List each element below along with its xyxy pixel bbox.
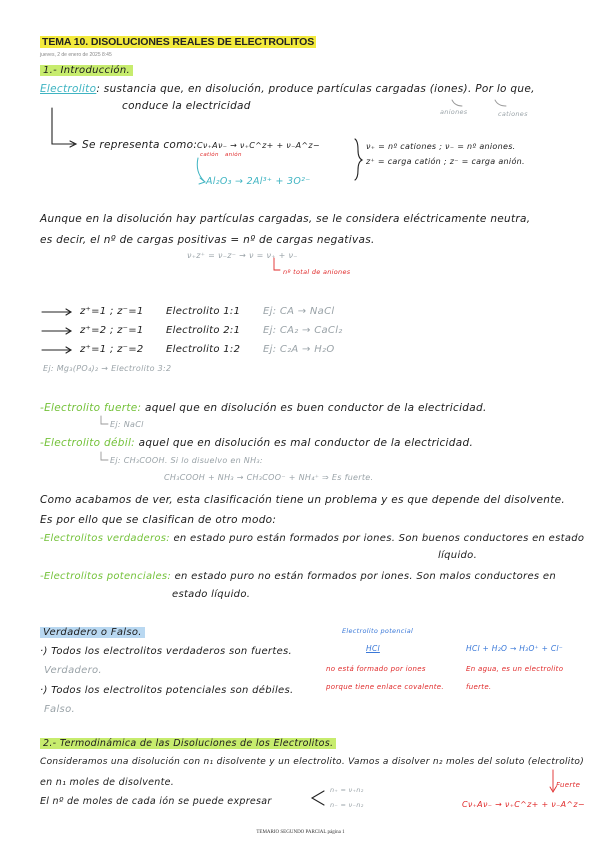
- type-1-example: Ej: CA → NaCl: [263, 306, 335, 317]
- neutral-equation: ν₊z⁺ = ν₋z⁻ → ν = ν₊ + ν₋: [187, 251, 298, 260]
- vf-question-2: ·) Todos los electrolitos potenciales son débiles.: [40, 685, 294, 696]
- def-potential-electrolytes: en estado puro no están formados por iones. Son malos conductores en: [174, 571, 556, 582]
- note-hcl-equation: HCl + H₂O → H₃O⁺ + Cl⁻: [466, 644, 564, 653]
- strong-example: Ej: NaCl: [110, 420, 144, 429]
- term-strong: -Electrolito fuerte:: [40, 402, 142, 414]
- def-weak: aquel que en disolución es mal conductor de la electricidad.: [138, 437, 474, 449]
- anion-label: anión: [225, 152, 242, 158]
- type-2-charges: z⁺=2 ; z⁻=1: [80, 325, 144, 336]
- problem-line-2: Es por ello que se clasifican de otro modo:: [40, 514, 277, 526]
- term-electrolito: Electrolito: [40, 83, 97, 95]
- s2-line-2: en n₁ moles de disolvente.: [40, 777, 175, 788]
- total-ions-note: nº total de aniones: [283, 268, 351, 276]
- type-1-label: Electrolito 1:1: [166, 306, 241, 317]
- section-1-heading: 1.- Introducción.: [40, 65, 133, 76]
- note-date: jueves, 2 de enero de 2025 8:45: [40, 52, 112, 58]
- s2-line-3: El nº de moles de cada ión se puede expresar: [40, 796, 272, 807]
- label-cationes: cationes: [498, 110, 528, 118]
- term-true-electrolytes: -Electrolitos verdaderos:: [40, 533, 170, 544]
- general-formula: Cν₊Aν₋ → ν₊C^z+ + ν₋A^z−: [197, 141, 320, 150]
- z-definition: z⁺ = carga catión ; z⁻ = carga anión.: [366, 157, 525, 166]
- neutral-line-2: es decir, el nº de cargas positivas = nº de cargas negativas.: [40, 234, 375, 246]
- page-title: TEMA 10. DISOLUCIONES REALES DE ELECTROLITOS: [42, 36, 315, 48]
- weak-example: Ej: CH₃COOH. Si lo disuelvo en NH₃:: [110, 456, 263, 465]
- note-red-4: fuerte.: [466, 683, 492, 691]
- note-hcl: HCl: [366, 644, 380, 653]
- def-electrolito-2: conduce la electricidad: [122, 100, 251, 112]
- note-potential-title: Electrolito potencial: [342, 627, 414, 635]
- label-aniones: aniones: [440, 108, 468, 116]
- def-true-electrolytes-2: líquido.: [438, 550, 478, 561]
- n-plus: n₊ = ν₊n₂: [330, 786, 364, 794]
- term-weak: -Electrolito débil:: [40, 437, 136, 449]
- vf-question-1: ·) Todos los electrolitos verdaderos son fuertes.: [40, 646, 293, 657]
- note-red-3: En agua, es un electrolito: [466, 665, 564, 673]
- weak-example-reaction: CH₃COOH + NH₃ → CH₃COO⁻ + NH₄⁺ ⇒ Es fuerte.: [164, 473, 374, 482]
- type-2-label: Electrolito 2:1: [166, 325, 241, 336]
- vf-heading: Verdadero o Falso.: [40, 627, 145, 638]
- type-1-charges: z⁺=1 ; z⁻=1: [80, 306, 144, 317]
- problem-line-1: Como acabamos de ver, esta clasificación tiene un problema y es que depende del disolvente.: [40, 494, 566, 506]
- s2-line-1: Consideramos una disolución con n₁ disolvente y un electrolito. Vamos a disolver n₂ moles del soluto (electrolito): [40, 757, 585, 767]
- page-footer: TEMARIO SEGUNDO PARCIAL página 1: [256, 830, 345, 835]
- vf-answer-1: Verdadero.: [44, 665, 102, 676]
- type-3-charges: z⁺=1 ; z⁻=2: [80, 344, 144, 355]
- section-2-heading: 2.- Termodinámica de las Disoluciones de los Electrolitos.: [40, 738, 336, 749]
- vf-answer-2: Falso.: [44, 704, 75, 715]
- represent-label: Se representa como:: [82, 139, 198, 151]
- def-strong: aquel que en disolución es buen conductor de la electricidad.: [145, 402, 487, 414]
- note-red-1: no está formado por iones: [326, 665, 426, 673]
- neutral-line-1: Aunque en la disolución hay partículas cargadas, se le considera eléctricamente neutra,: [40, 213, 531, 225]
- type-extra-example: Ej: Mg₃(PO₄)₂ → Electrolito 3:2: [43, 364, 172, 373]
- cation-label: catión: [200, 152, 219, 158]
- note-red-2: porque tiene enlace covalente.: [326, 683, 444, 691]
- type-3-example: Ej: C₂A → H₂O: [263, 344, 335, 355]
- s2-formula: Cν₊Aν₋ → ν₊C^z+ + ν₋A^z−: [462, 800, 585, 809]
- def-true-electrolytes: en estado puro están formados por iones. Son buenos conductores en estado: [173, 533, 585, 544]
- n-minus: n₋ = ν₋n₂: [330, 801, 364, 809]
- fuerte-label: Fuerte: [556, 781, 581, 789]
- def-electrolito-1: : sustancia que, en disolución, produce partículas cargadas (iones). Por lo que,: [96, 83, 535, 95]
- nu-definition: ν₊ = nº cationes ; ν₋ = nº aniones.: [366, 142, 516, 151]
- type-2-example: Ej: CA₂ → CaCl₂: [263, 325, 343, 336]
- def-potential-electrolytes-2: estado líquido.: [172, 589, 251, 600]
- term-potential-electrolytes: -Electrolitos potenciales:: [40, 571, 172, 582]
- al2o3-formula: Al₂O₃ → 2Al³⁺ + 3O²⁻: [206, 176, 311, 187]
- type-3-label: Electrolito 1:2: [166, 344, 241, 355]
